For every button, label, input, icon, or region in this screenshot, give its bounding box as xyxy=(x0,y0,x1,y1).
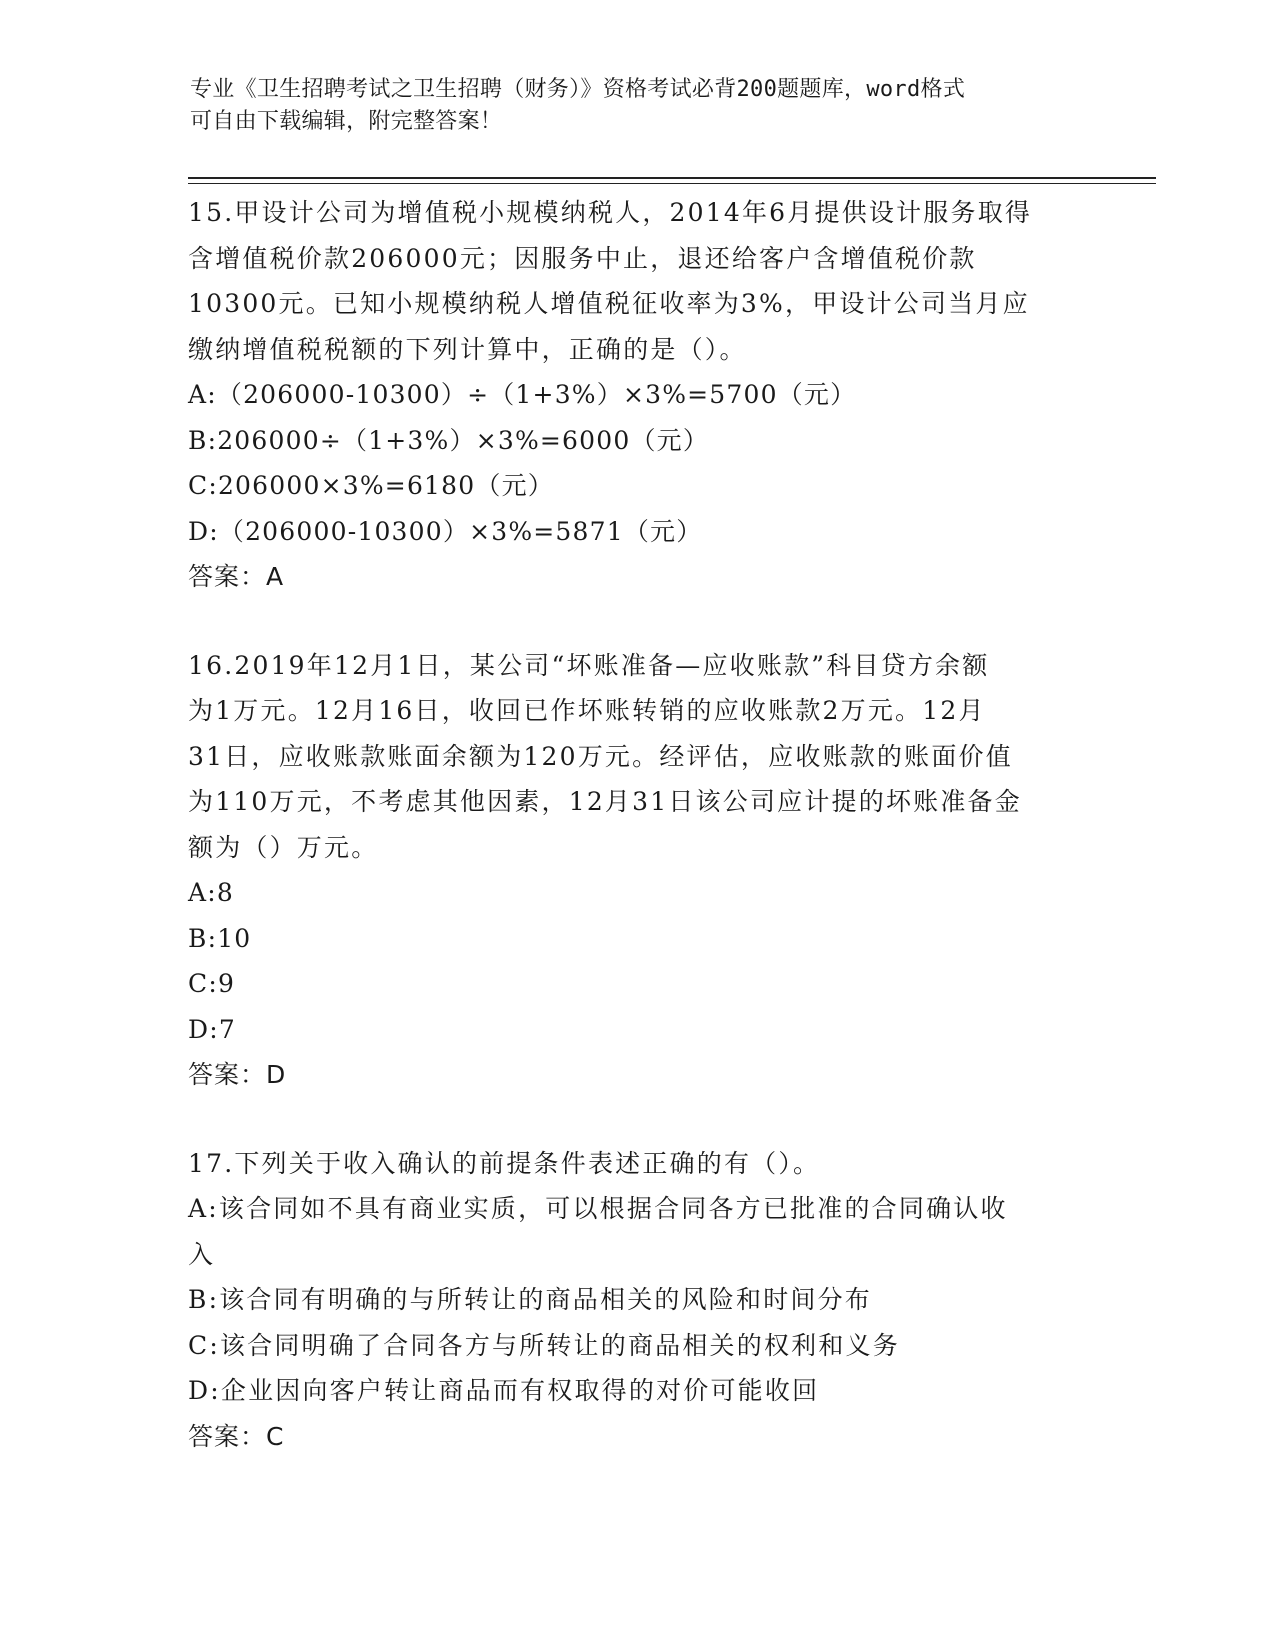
question-stem-line: 为110万元，不考虑其他因素，12月31日该公司应计提的坏账准备金 xyxy=(188,787,1022,816)
header-divider-thick xyxy=(188,177,1156,179)
answer-label: 答案：D xyxy=(188,1060,287,1089)
question-spacer xyxy=(188,600,1088,643)
question-list xyxy=(188,190,1088,1459)
question-stem-line: 10300元。已知小规模纳税人增值税征收率为3%，甲设计公司当月应 xyxy=(188,289,1030,318)
question-16 xyxy=(188,643,1088,1098)
option-a: A:（206000-10300）÷（1+3%）×3%=5700（元） xyxy=(188,380,857,409)
option-d: D:企业因向客户转让商品而有权取得的对价可能收回 xyxy=(188,1376,820,1405)
question-stem-line: 额为（）万元。 xyxy=(188,832,379,862)
option-b: B:该合同有明确的与所转让的商品相关的风险和时间分布 xyxy=(188,1285,872,1314)
header-divider-thin xyxy=(188,183,1156,184)
question-stem-line: 17.下列关于收入确认的前提条件表述正确的有（）。 xyxy=(188,1148,821,1178)
option-d: D:（206000-10300）×3%=5871（元） xyxy=(188,516,703,546)
question-stem-line: 16.2019年12月1日，某公司“坏账准备—应收账款”科目贷方余额 xyxy=(188,650,990,680)
option-d: D:7 xyxy=(188,1014,236,1044)
question-stem-line: 含增值税价款206000元；因服务中止，退还给客户含增值税价款 xyxy=(188,243,977,273)
question-15 xyxy=(188,190,1088,600)
document-header xyxy=(190,74,1090,138)
answer-label: 答案：C xyxy=(188,1421,285,1451)
option-a: A:该合同如不具有商业实质，可以根据合同各方已批准的合同确认收 xyxy=(188,1194,1008,1223)
option-b: B:10 xyxy=(188,923,252,953)
question-spacer xyxy=(188,1098,1088,1141)
question-stem-line: 15.甲设计公司为增值税小规模纳税人，2014年6月提供设计服务取得 xyxy=(188,198,1033,227)
option-c: C:该合同明确了合同各方与所转让的商品相关的权利和义务 xyxy=(188,1330,900,1360)
option-b: B:206000÷（1+3%）×3%=6000（元） xyxy=(188,425,710,455)
answer-label: 答案：A xyxy=(188,562,285,591)
option-c: C:9 xyxy=(188,969,236,998)
option-c: C:206000×3%=6180（元） xyxy=(188,471,554,500)
header-title-line-1: 专业《卫生招聘考试之卫生招聘（财务）》资格考试必背200题题库，word格式 xyxy=(190,77,966,102)
question-17 xyxy=(188,1141,1088,1460)
question-stem-line: 缴纳增值税税额的下列计算中，正确的是（）。 xyxy=(188,334,747,364)
question-stem-line: 31日，应收账款账面余额为120万元。经评估，应收账款的账面价值 xyxy=(188,741,1013,771)
option-a: A:8 xyxy=(188,878,234,907)
question-stem-line: 为1万元。12月16日，收回已作坏账转销的应收账款2万元。12月 xyxy=(188,696,986,725)
header-title-line-2: 可自由下载编辑，附完整答案！ xyxy=(190,109,503,134)
option-a-continued: 入 xyxy=(188,1239,216,1269)
